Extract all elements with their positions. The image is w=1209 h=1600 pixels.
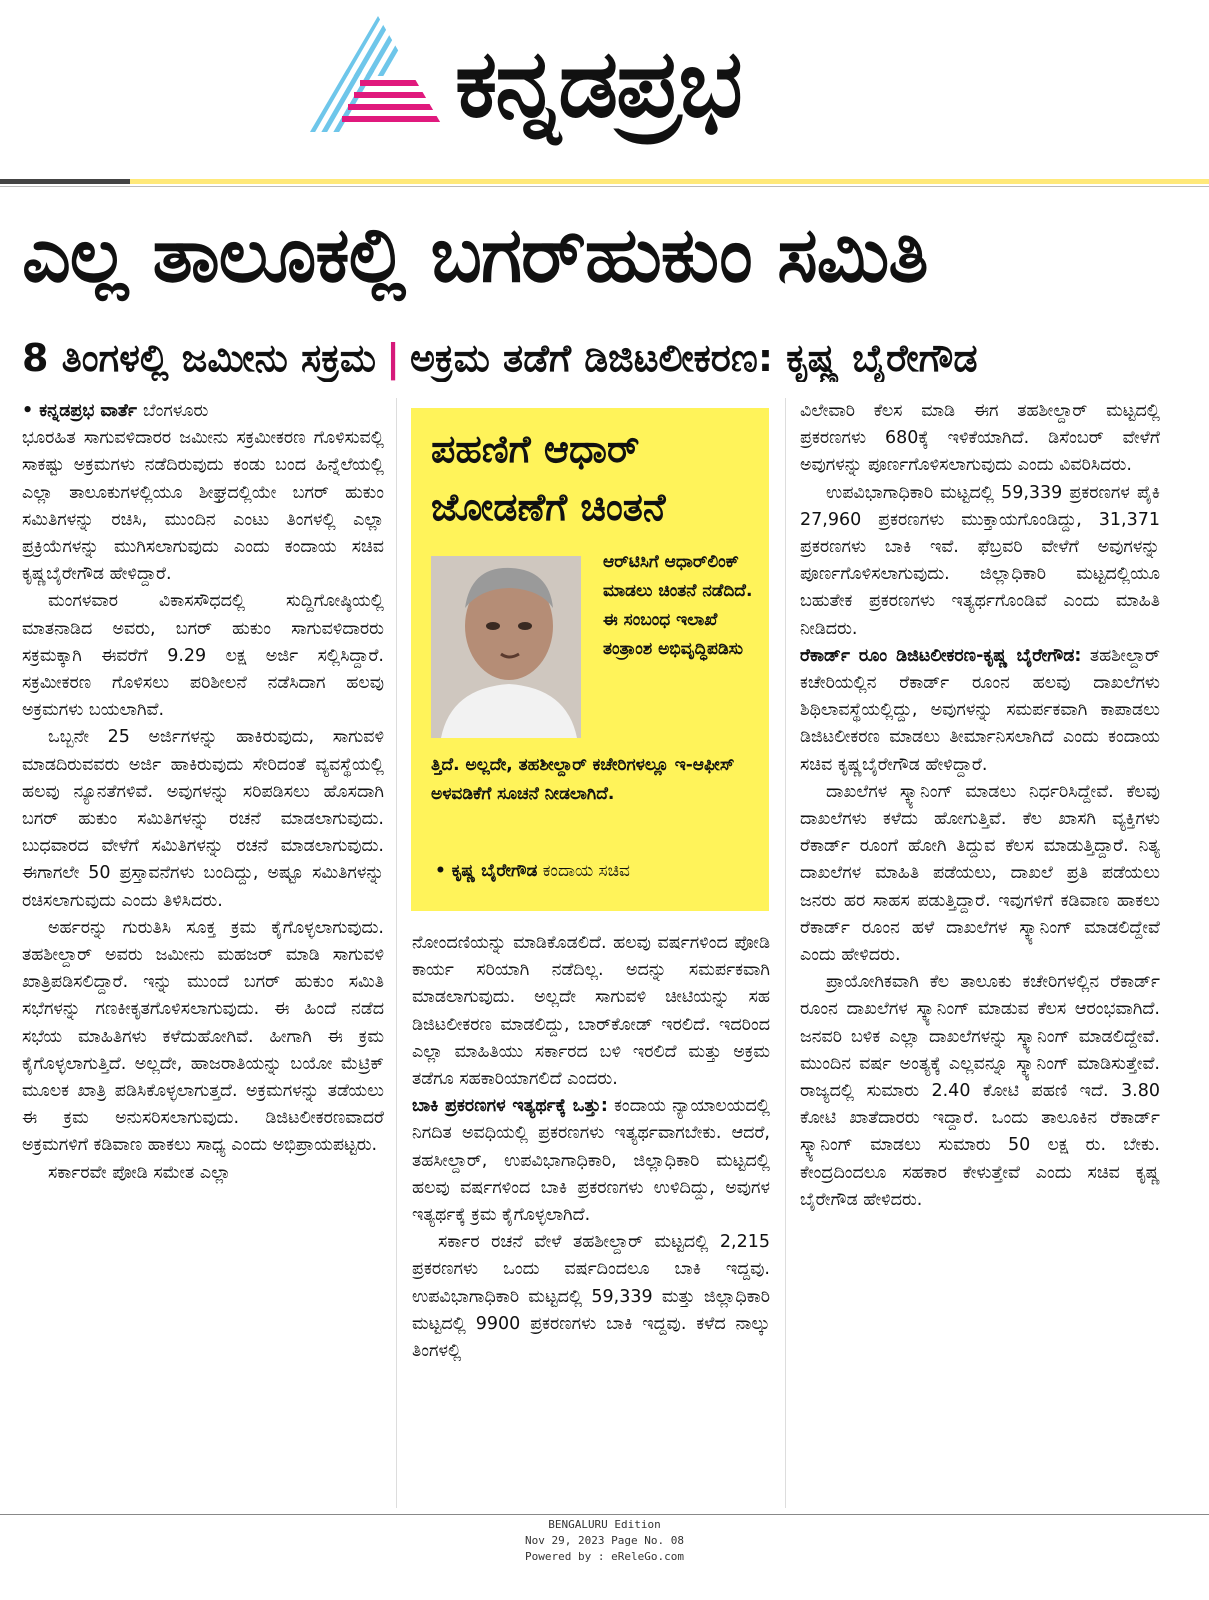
paragraph: ಅರ್ಹರನ್ನು ಗುರುತಿಸಿ ಸೂಕ್ತ ಕ್ರಮ ಕೈಗೊಳ್ಳಲಾಗುವುದು. ತಹಶೀಲ್ದಾರ್ ಅವರು ಜಮೀನು ಮಹಜರ್ ಮಾಡಿ ಸಾಗುವಳಿ ಖಾತ್ರಿಪಡಿಸಲಿದ್ದಾರೆ. ಇನ್ನು ಮುಂದೆ ಬಗರ್ ಹುಕುಂ ಸಮಿತಿ ಸಭೆಗಳನ್ನು ಗಣಕೀಕೃತಗೊಳಿಸಲಾಗುವುದು. ಈ ಹಿಂದೆ ನಡೆದ ಸಭೆಯ ಮಾಹಿತಿಗಳು ಕಳೆದುಹೋಗಿವೆ. ಹೀಗಾಗಿ ಈ ಕ್ರಮ ಕೈಗೊಳ್ಳಲಾಗುತ್ತಿದೆ. ಅಲ್ಲದೇ, ಹಾಜರಾತಿಯನ್ನು ಬಯೋ ಮೆಟ್ರಿಕ್ ಮೂಲಕ ಖಾತ್ರಿ ಪಡಿಸಿಕೊಳ್ಳಲಾಗುತ್ತದೆ. ಅಕ್ರಮಗಳನ್ನು ತಡೆಯಲು ಈ ಕ್ರಮ ಅನುಸರಿಸಲಾಗುವುದು. ಡಿಜಿಟಲೀಕರಣವಾದರೆ ಅಕ್ರಮಗಳಿಗೆ ಕಡಿವಾಣ ಹಾಕಲು ಸಾಧ್ಯ ಎಂದು ಅಭಿಪ್ರಾಯಪಟ್ಟರು.: [22, 917, 384, 1156]
footer: [0, 1517, 1209, 1565]
kannada-prabha-logo-icon: [308, 14, 448, 138]
footer-powered-by: Powered by : eReleGo.com: [525, 1550, 684, 1563]
byline-city: ಬೆಂಗಳೂರು: [142, 401, 209, 421]
column-divider: [396, 398, 397, 1508]
paragraph: ಒಬ್ಬನೇ 25 ಅರ್ಜಿಗಳನ್ನು ಹಾಕಿರುವುದು, ಸಾಗುವಳಿ ಮಾಡದಿರುವವರು ಅರ್ಜಿ ಹಾಕಿರುವುದು ಸೇರಿದಂತೆ ವ್ಯವಸ್ಥೆಯಲ್ಲಿ ಹಲವು ನ್ಯೂನತೆಗಳಿವೆ. ಅವುಗಳನ್ನು ಸರಿಪಡಿಸಲು ಹೊಸದಾಗಿ ಬಗರ್ ಹುಕುಂ ಸಮಿತಿಗಳನ್ನು ರಚನೆ ಮಾಡಲಾಗುವುದು. ಬುಧವಾರದ ವೇಳೆಗೆ ಸಮಿತಿಗಳನ್ನು ರಚನೆ ಮಾಡಲಾಗುವುದು. ಈಗಾಗಲೇ 50 ಪ್ರಸ್ತಾವನೆಗಳು ಬಂದಿದ್ದು, ಅಷ್ಟೂ ಸಮಿತಿಗಳನ್ನು ರಚಿಸಲಾಗುವುದು ಎಂದು ತಿಳಿಸಿದರು.: [22, 727, 384, 911]
column-divider: [785, 398, 786, 1508]
paragraph: ಭೂರಹಿತ ಸಾಗುವಳಿದಾರರ ಜಮೀನು ಸಕ್ರಮೀಕರಣ ಗೊಳಿಸುವಲ್ಲಿ ಸಾಕಷ್ಟು ಅಕ್ರಮಗಳು ನಡೆದಿರುವುದು ಕಂಡು ಬಂದ ಹಿನ್ನೆಲೆಯಲ್ಲಿ ಎಲ್ಲಾ ತಾಲೂಕುಗಳಲ್ಲಿಯೂ ಶೀಘ್ರದಲ್ಲಿಯೇ ಬಗರ್ ಹುಕುಂ ಸಮಿತಿಗಳನ್ನು ರಚಿಸಿ, ಮುಂದಿನ ಎಂಟು ತಿಂಗಳಲ್ಲಿ ಎಲ್ಲಾ ಪ್ರಕ್ರಿಯೆಗಳನ್ನು ಮುಗಿಸಲಾಗುವುದು ಎಂದು ಕಂದಾಯ ಸಚಿವ ಕೃಷ್ಣಬೈರೇಗೌಡ ಹೇಳಿದ್ದಾರೆ.: [22, 428, 384, 585]
subhead-right: ಅಕ್ರಮ ತಡೆಗೆ ಡಿಜಿಟಲೀಕರಣ: ಕೃಷ್ಣ ಬೈರೇಗೌಡ: [409, 336, 978, 380]
paragraph: ವಿಲೇವಾರಿ ಕೆಲಸ ಮಾಡಿ ಈಗ ತಹಶೀಲ್ದಾರ್ ಮಟ್ಟದಲ್ಲಿ ಪ್ರಕರಣಗಳು 680ಕ್ಕೆ ಇಳಿಕೆಯಾಗಿದೆ. ಡಿಸೆಂಬರ್ ವೇಳೆಗೆ ಅವುಗಳನ್ನು ಪೂರ್ಣಗೊಳಿಸಲಾಗುವುದು ಎಂದು ವಿವರಿಸಿದರು.: [800, 401, 1160, 476]
masthead-rule-yellow: [130, 179, 1209, 184]
quote-attribution: [435, 856, 765, 886]
subheadline: [22, 334, 1187, 382]
inline-subhead: ಬಾಕಿ ಪ್ರಕರಣಗಳ ಇತ್ಯರ್ಥಕ್ಕೆ ಒತ್ತು:: [412, 1096, 608, 1117]
byline-source: • ಕನ್ನಡಪ್ರಭ ವಾರ್ತೆ: [22, 401, 137, 421]
quote-author-role: ಕಂದಾಯ ಸಚಿವ: [542, 861, 630, 881]
minister-photo: [431, 556, 581, 738]
subhead-left: 8 ತಿಂಗಳಲ್ಲಿ ಜಮೀನು ಸಕ್ರಮ: [22, 336, 377, 380]
paragraph: ನೋಂದಣಿಯನ್ನು ಮಾಡಿಕೊಡಲಿದೆ. ಹಲವು ವರ್ಷಗಳಿಂದ ಪೋಡಿ ಕಾರ್ಯ ಸರಿಯಾಗಿ ನಡೆದಿಲ್ಲ. ಅದನ್ನು ಸಮರ್ಪಕವಾಗಿ ಮಾಡಲಾಗುವುದು. ಅಲ್ಲದೇ ಸಾಗುವಳಿ ಚೀಟಿಯನ್ನು ಸಹ ಡಿಜಿಟಲೀಕರಣ ಮಾಡಲಿದ್ದು, ಬಾರ್‌ಕೋಡ್ ಇರಲಿದೆ. ಇದರಿಂದ ಎಲ್ಲಾ ಮಾಹಿತಿಯು ಸರ್ಕಾರದ ಬಳಿ ಇರಲಿದೆ ಮತ್ತು ಅಕ್ರಮ ತಡೆಗೂ ಸಹಕಾರಿಯಾಗಲಿದೆ ಎಂದರು.: [412, 933, 770, 1090]
paragraph-with-subhead: [800, 643, 1160, 779]
subhead-separator: |: [386, 336, 400, 380]
footer-date-page: Nov 29, 2023 Page No. 08: [525, 1534, 684, 1547]
masthead: [0, 0, 1209, 176]
headline: ಎಲ್ಲ ತಾಲೂಕಲ್ಲಿ ಬಗರ್‌ಹುಕುಂ ಸಮಿತಿ: [22, 210, 928, 299]
quote-title: [431, 420, 761, 536]
inline-subhead: ರೆಕಾರ್ಡ್ ರೂಂ ಡಿಜಿಟಲೀಕರಣ-ಕೃಷ್ಣ ಬೈರೇಗೌಡ:: [800, 645, 1082, 666]
paragraph: ದಾಖಲೆಗಳ ಸ್ಕ್ಯಾನಿಂಗ್ ಮಾಡಲು ನಿರ್ಧರಿಸಿದ್ದೇವೆ. ಕೆಲವು ದಾಖಲೆಗಳು ಕಳೆದು ಹೋಗುತ್ತಿವೆ. ಕೆಲ ಖಾಸಗಿ ವ್ಯಕ್ತಿಗಳು ರೆಕಾರ್ಡ್ ರೂಂಗೆ ಹೋಗಿ ತಿದ್ದುವ ಕೆಲಸ ಮಾಡುತ್ತಿದ್ದಾರೆ. ನಿತ್ಯ ದಾಖಲೆಗಳ ಮಾಹಿತಿ ಪಡೆಯಲು, ದಾಖಲೆ ಪ್ರತಿ ಪಡೆಯಲು ಜನರು ಹರ ಸಾಹಸ ಪಡುತ್ತಿದ್ದಾರೆ. ಇವುಗಳಿಗೆ ಕಡಿವಾಣ ಹಾಕಲು ರೆಕಾರ್ಡ್ ರೂಂನ ಹಳೆ ದಾಖಲೆಗಳ ಸ್ಕ್ಯಾನಿಂಗ್ ಮಾಡಲಿದ್ದೇವೆ ಎಂದು ಹೇಳಿದರು.: [800, 781, 1160, 966]
paragraph: ಪ್ರಾಯೋಗಿಕವಾಗಿ ಕೆಲ ತಾಲೂಕು ಕಚೇರಿಗಳಲ್ಲಿನ ರೆಕಾರ್ಡ್ ರೂಂನ ದಾಖಲೆಗಳ ಸ್ಕ್ಯಾನಿಂಗ್ ಮಾಡುವ ಕೆಲಸ ಆರಂಭವಾಗಿದೆ. ಜನವರಿ ಬಳಿಕ ಎಲ್ಲಾ ದಾಖಲೆಗಳನ್ನು ಸ್ಕ್ಯಾನಿಂಗ್ ಮಾಡಲಿದ್ದೇವೆ. ಮುಂದಿನ ವರ್ಷ ಅಂತ್ಯಕ್ಕೆ ಎಲ್ಲವನ್ನೂ ಸ್ಕ್ಯಾನಿಂಗ್ ಮಾಡಿಸುತ್ತೇವೆ. ರಾಜ್ಯದಲ್ಲಿ ಸುಮಾರು 2.40 ಕೋಟಿ ಪಹಣಿ ಇದೆ. 3.80 ಕೋಟಿ ಖಾತೆದಾರರು ಇದ್ದಾರೆ. ಒಂದು ತಾಲೂಕಿನ ರೆಕಾರ್ಡ್ ಸ್ಕ್ಯಾನಿಂಗ್ ಮಾಡಲು ಸುಮಾರು 50 ಲಕ್ಷ ರು. ಬೇಕು. ಕೇಂದ್ರದಿಂದಲೂ ಸಹಕಾರ ಕೇಳುತ್ತೇವೆ ಎಂದು ಸಚಿವ ಕೃಷ್ಣ ಬೈರೇಗೌಡ ಹೇಳಿದರು.: [800, 972, 1160, 1210]
article-column-3: [800, 398, 1160, 1508]
paragraph-with-subhead: [412, 1093, 770, 1229]
article-column-1: [22, 398, 384, 1503]
paragraph: ಮಂಗಳವಾರ ವಿಕಾಸಸೌಧದಲ್ಲಿ ಸುದ್ದಿಗೋಷ್ಠಿಯಲ್ಲಿ ಮಾತನಾಡಿದ ಅವರು, ಬಗರ್ ಹುಕುಂ ಸಾಗುವಳಿದಾರರು ಸಕ್ರಮಕ್ಕಾಗಿ ಈವರೆಗೆ 9.29 ಲಕ್ಷ ಅರ್ಜಿ ಸಲ್ಲಿಸಿದ್ದಾರೆ. ಸಕ್ರಮೀಕರಣ ಗೊಳಿಸಲು ಪರಿಶೀಲನೆ ನಡೆಸಿದಾಗ ಹಲವು ಅಕ್ರಮಗಳು ಬಯಲಾಗಿವೆ.: [22, 591, 384, 721]
quote-text-full: ತ್ತಿದೆ. ಅಲ್ಲದೇ, ತಹಶೀಲ್ದಾರ್ ಕಚೇರಿಗಳಲ್ಲೂ ಇ-ಆಫೀಸ್ ಅಳವಡಿಕೆಗೆ ಸೂಚನೆ ನೀಡಲಾಗಿದೆ.: [431, 755, 735, 804]
quote-title-line-1: ಪಹಣಿಗೆ ಆಧಾರ್: [431, 427, 640, 471]
quote-text-side: ಆರ್‌ಟಿಸಿಗೆ ಆಧಾರ್‌ಲಿಂಕ್ ಮಾಡಲು ಚಿಂತನೆ ನಡೆದಿದೆ. ಈ ಸಂಬಂಧ ಇಲಾಖೆ ತಂತ್ರಾಂಶ ಅಭಿವೃದ್ಧಿಪಡಿಸು: [603, 552, 753, 659]
paragraph: ಸರ್ಕಾರವೇ ಪೋಡಿ ಸಮೇತ ಎಲ್ಲಾ: [48, 1162, 231, 1183]
footer-edition: BENGALURU Edition: [548, 1518, 661, 1531]
inline-subhead-text: ತಹಶೀಲ್ದಾರ್ ಕಚೇರಿಯಲ್ಲಿನ ರೆಕಾರ್ಡ್ ರೂಂನ ಹಲವು ದಾಖಲೆಗಳು ಶಿಥಿಲಾವಸ್ಥೆಯಲ್ಲಿದ್ದು, ಅವುಗಳನ್ನು ಸಮರ್ಪಕವಾಗಿ ಕಾಪಾಡಲು ಡಿಜಿಟಲೀಕರಣ ಮಾಡಲು ತೀರ್ಮಾನಿಸಲಾಗಿದೆ ಎಂದು ಕಂದಾಯ ಸಚಿವ ಕೃಷ್ಣಬೈರೇಗೌಡ ಹೇಳಿದ್ದಾರೆ.: [800, 645, 1160, 775]
byline: [22, 398, 384, 425]
paragraph: ಸರ್ಕಾರ ರಚನೆ ವೇಳೆ ತಹಶೀಲ್ದಾರ್ ಮಟ್ಟದಲ್ಲಿ 2,215 ಪ್ರಕರಣಗಳು ಒಂದು ವರ್ಷದಿಂದಲೂ ಬಾಕಿ ಇದ್ದವು. ಉಪವಿಭಾಗಾಧಿಕಾರಿ ಮಟ್ಟದಲ್ಲಿ 59,339 ಮತ್ತು ಜಿಲ್ಲಾಧಿಕಾರಿ ಮಟ್ಟದಲ್ಲಿ 9900 ಪ್ರಕರಣಗಳು ಬಾಕಿ ಇದ್ದವು. ಕಳೆದ ನಾಲ್ಕು ತಿಂಗಳಲ್ಲಿ: [412, 1232, 770, 1362]
masthead-rule-thin: [0, 186, 1209, 187]
brand-name: ಕನ್ನಡಪ್ರಭ: [455, 30, 741, 139]
quote-title-line-2: ಜೋಡಣೆಗೆ ಚಿಂತನೆ: [431, 485, 666, 529]
paragraph: ಉಪವಿಭಾಗಾಧಿಕಾರಿ ಮಟ್ಟದಲ್ಲಿ 59,339 ಪ್ರಕರಣಗಳ ಪೈಕಿ 27,960 ಪ್ರಕರಣಗಳು ಮುಕ್ತಾಯಗೊಂಡಿದ್ದು, 31,371 ಪ್ರಕರಣಗಳು ಬಾಕಿ ಇವೆ. ಫೆಬ್ರವರಿ ವೇಳೆಗೆ ಅವುಗಳನ್ನು ಪೂರ್ಣಗೊಳಿಸಲಾಗುವುದು. ಜಿಲ್ಲಾಧಿಕಾರಿ ಮಟ್ಟದಲ್ಲಿಯೂ ಬಹುತೇಕ ಪ್ರಕರಣಗಳು ಇತ್ಯರ್ಥಗೊಂಡಿವೆ ಎಂದು ಮಾಹಿತಿ ನೀಡಿದರು.: [800, 482, 1160, 639]
article-column-2: [412, 930, 770, 1508]
masthead-rule-dark: [0, 179, 130, 184]
quote-author-name: • ಕೃಷ್ಣ ಬೈರೇಗೌಡ: [435, 861, 538, 881]
footer-rule: [0, 1514, 1209, 1515]
quote-box: [411, 408, 769, 911]
inline-subhead-text: ಕಂದಾಯ ನ್ಯಾಯಾಲಯದಲ್ಲಿ ನಿಗದಿತ ಅವಧಿಯಲ್ಲಿ ಪ್ರಕರಣಗಳು ಇತ್ಯರ್ಥವಾಗಬೇಕು. ಆದರೆ, ತಹಸೀಲ್ದಾರ್, ಉಪವಿಭಾಗಾಧಿಕಾರಿ, ಜಿಲ್ಲಾಧಿಕಾರಿ ಮಟ್ಟದಲ್ಲಿ ಹಲವು ವರ್ಷಗಳಿಂದ ಬಾಕಿ ಪ್ರಕರಣಗಳು ಉಳಿದಿದ್ದು, ಅವುಗಳ ಇತ್ಯರ್ಥಕ್ಕೆ ಕ್ರಮ ಕೈಗೊಳ್ಳಲಾಗಿದೆ.: [412, 1096, 770, 1226]
